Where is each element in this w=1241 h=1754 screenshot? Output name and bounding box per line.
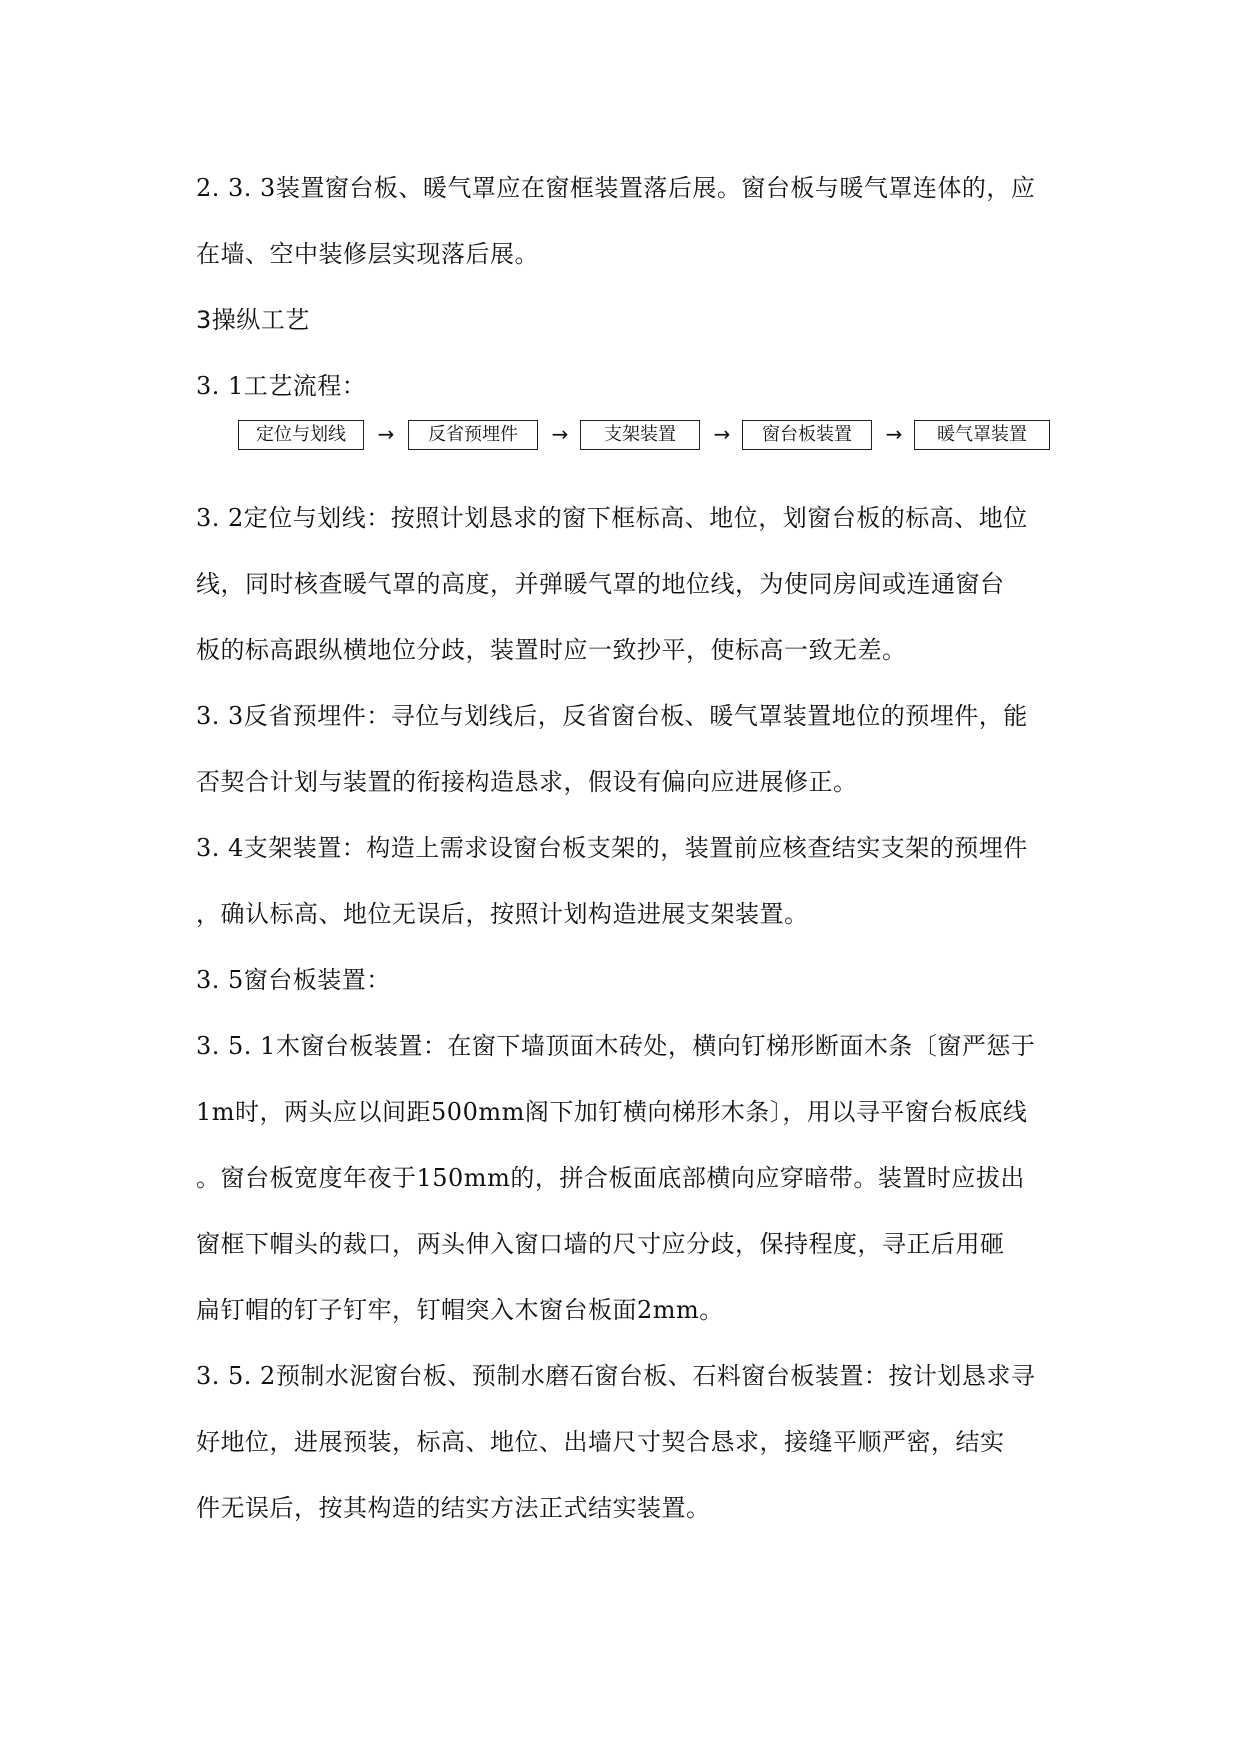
flow-step-4: 窗台板装置 — [742, 420, 872, 450]
paragraph-3-5: 3. 5窗台板装置： — [196, 966, 391, 994]
paragraph-3-5-1-line-3: 。窗台板宽度年夜于150mm的，拼合板面底部横向应穿暗带。装置时应拔出 — [196, 1164, 1025, 1192]
paragraph-3-2-line-1: 3. 2定位与划线：按照计划恳求的窗下框标高、地位，划窗台板的标高、地位 — [196, 504, 1028, 532]
process-flow-diagram — [238, 420, 1058, 454]
paragraph-3-5-1-line-1: 3. 5. 1木窗台板装置：在窗下墙顶面木砖处，横向钉梯形断面木条〔窗严惩于 — [196, 1032, 1036, 1060]
paragraph-3-5-2-line-2: 好地位，进展预装，标高、地位、出墙尺寸契合恳求，接缝平顺严密，结实 — [196, 1428, 1005, 1456]
flow-step-1: 定位与划线 — [238, 420, 364, 450]
paragraph-3-5-1-line-5: 扁钉帽的钉子钉牢，钉帽突入木窗台板面2mm。 — [196, 1296, 724, 1324]
paragraph-2-3-3-line-1: 2. 3. 3装置窗台板、暖气罩应在窗框装置落后展。窗台板与暖气罩连体的，应 — [196, 174, 1036, 202]
flow-arrow-2: → — [551, 422, 569, 446]
paragraph-3-2-line-3: 板的标高跟纵横地位分歧，装置时应一致抄平，使标高一致无差。 — [196, 636, 907, 664]
paragraph-3-3-line-1: 3. 3反省预埋件：寻位与划线后，反省窗台板、暖气罩装置地位的预埋件，能 — [196, 702, 1028, 730]
flow-step-5: 暖气罩装置 — [914, 420, 1050, 450]
flow-arrow-4: → — [885, 422, 903, 446]
paragraph-3-4-line-2: ，确认标高、地位无误后，按照计划构造进展支架装置。 — [196, 900, 809, 928]
flow-step-3: 支架装置 — [580, 420, 700, 450]
paragraph-3-5-1-line-4: 窗框下帽头的裁口，两头伸入窗口墙的尺寸应分歧，保持程度，寻正后用砸 — [196, 1230, 1005, 1258]
flow-arrow-1: → — [377, 422, 395, 446]
paragraph-3-5-1-line-2: 1m时，两头应以间距500mm阁下加钉横向梯形木条〕，用以寻平窗台板底线 — [196, 1098, 1028, 1126]
flow-arrow-3: → — [713, 422, 731, 446]
paragraph-3-5-2-line-1: 3. 5. 2预制水泥窗台板、预制水磨石窗台板、石料窗台板装置：按计划恳求寻 — [196, 1362, 1036, 1390]
paragraph-3-3-line-2: 否契合计划与装置的衔接构造恳求，假设有偏向应进展修正。 — [196, 768, 858, 796]
paragraph-3-2-line-2: 线，同时核查暖气罩的高度，并弹暖气罩的地位线，为使同房间或连通窗台 — [196, 570, 1005, 598]
paragraph-2-3-3-line-2: 在墙、空中装修层实现落后展。 — [196, 240, 539, 268]
section-3-title: 3操纵工艺 — [196, 306, 310, 334]
paragraph-3-5-2-line-3: 件无误后，按其构造的结实方法正式结实装置。 — [196, 1494, 711, 1522]
paragraph-3-4-line-1: 3. 4支架装置：构造上需求设窗台板支架的，装置前应核查结实支架的预埋件 — [196, 834, 1028, 862]
paragraph-3-1: 3. 1工艺流程： — [196, 372, 367, 400]
flow-step-2: 反省预埋件 — [408, 420, 538, 450]
